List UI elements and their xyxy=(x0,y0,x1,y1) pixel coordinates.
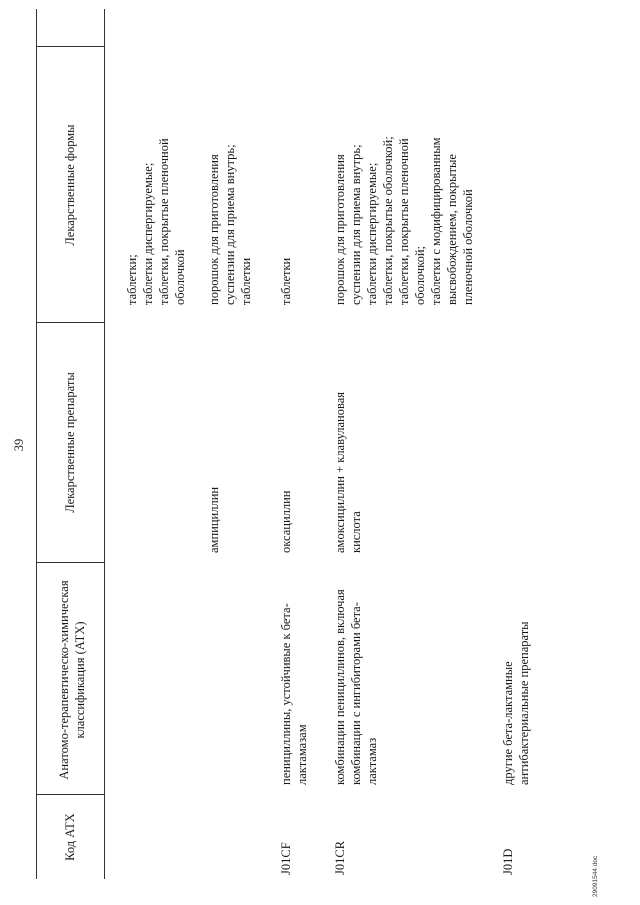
row-2-forms: порошок для приготовления суспензии для приема внутрь; таблетки xyxy=(207,144,253,305)
header-drugs: Лекарственные препараты xyxy=(63,372,77,513)
table-header-rule xyxy=(104,9,105,879)
row-4-classification: комбинации пенициллинов, включая комбинации с ингибиторами бета- лактамаз xyxy=(333,589,379,785)
footer-filename: 29091544.doc xyxy=(592,855,599,897)
row-3-forms: таблетки xyxy=(279,257,293,305)
table-top-rule xyxy=(36,9,37,879)
column-divider-3 xyxy=(36,322,105,323)
row-3-drug: оксациллин xyxy=(279,490,293,553)
row-5-code: J01D xyxy=(501,848,515,875)
header-forms: Лекарственные формы xyxy=(63,124,77,246)
column-divider-4 xyxy=(36,46,105,47)
row-4-forms: порошок для приготовления суспензии для приема внутрь; таблетки диспергируемые; таблетки, покрытые оболочкой; таблетки, покрытые пленочной оболочкой; таблетки с модифицированным высвобождением, покрытые пленочной оболочкой xyxy=(333,136,475,305)
row-5-classification: другие бета-лактамные антибактериальные препараты xyxy=(501,621,531,785)
row-4-code: J01CR xyxy=(333,840,347,875)
row-1-forms: таблетки; таблетки диспергируемые; таблетки, покрытые пленочной оболочкой xyxy=(125,138,187,305)
row-4-drug: амоксициллин + клавулановая кислота xyxy=(333,391,363,553)
row-2-drug: ампициллин xyxy=(207,486,221,553)
page-number: 39 xyxy=(12,438,26,452)
row-3-code: J01CF xyxy=(279,842,293,875)
header-code: Код АТХ xyxy=(63,813,77,861)
row-3-classification: пенициллины, устойчивые к бета- лактамазам xyxy=(279,603,309,785)
column-divider-2 xyxy=(36,562,105,563)
header-classification: Анатомо-терапевтическо-химическая классификация (АТХ) xyxy=(57,580,87,780)
